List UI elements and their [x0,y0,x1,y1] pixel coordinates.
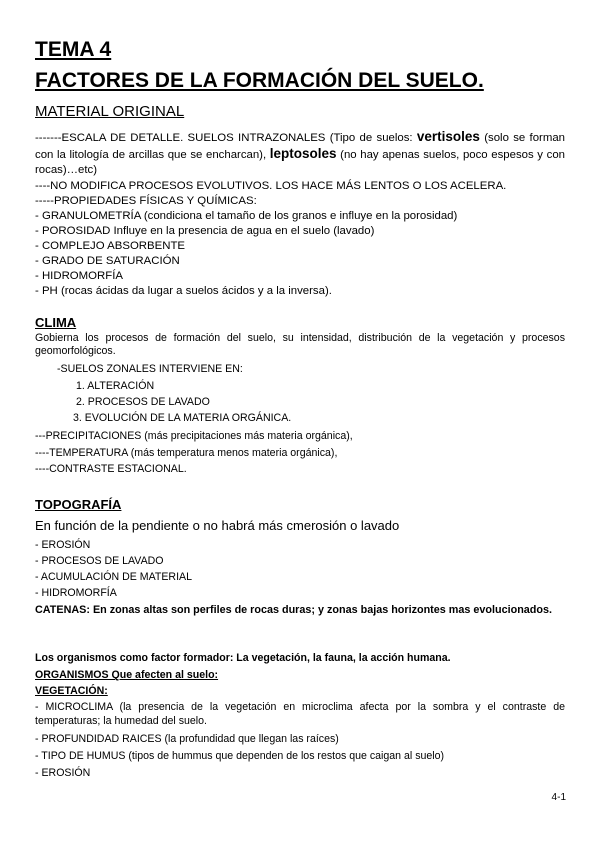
vertisoles-term: vertisoles [416,129,480,144]
clima-zonales: -SUELOS ZONALES INTERVIENE EN: [57,363,243,375]
vegetacion-item: - EROSIÓN [35,767,91,779]
material-item: - PH (rocas ácidas da lugar a suelos ácidos y a la inversa). [35,285,332,297]
material-item: - GRANULOMETRÍA (condiciona el tamaño de los granos e influye en la porosidad) [35,210,458,222]
document-title: TEMA 4 [35,38,112,61]
topografia-item: - PROCESOS DE LAVADO [35,555,164,567]
topografia-heading: TOPOGRAFÍA [35,497,122,512]
material-item: - GRADO DE SATURACIÓN [35,255,180,267]
vegetacion-item: - TIPO DE HUMUS (tipos de hummus que dependen de los restos que caigan al suelo) [35,750,445,762]
vegetacion-item: - PROFUNDIDAD RAICES (la profundidad que llegan las raíces) [35,733,339,745]
page-number: 4-1 [551,792,566,803]
topografia-item: - HIDROMORFÍA [35,587,117,599]
clima-list-item: 2. PROCESOS DE LAVADO [76,396,210,408]
catenas-note: CATENAS: En zonas altas son perfiles de rocas duras; y zonas bajas horizontes mas evolucionados. [35,604,552,616]
material-item: - COMPLEJO ABSORBENTE [35,240,186,252]
material-item: - POROSIDAD Influye en la presencia de agua en el suelo (lavado) [35,225,375,237]
material-text-e: (no hay apenas suelos, poco espesos y con rocas)…etc) [35,149,565,176]
material-paragraph [35,129,565,178]
topografia-item: - EROSIÓN [35,539,91,551]
vegetacion-heading: VEGETACIÓN: [35,685,108,697]
material-text-c: (solo se forman con la litología de arcillas que se encharcan), [35,132,565,161]
topografia-item: - ACUMULACIÓN DE MATERIAL [35,571,192,583]
document-subtitle: FACTORES DE LA FORMACIÓN DEL SUELO. [35,69,484,92]
leptosoles-term: leptosoles [269,146,337,161]
material-item: - HIDROMORFÍA [35,270,123,282]
microclima-item: - MICROCLIMA (la presencia de la vegetación en microclima afecta por la sombra y el contraste de temperaturas; la humedad del suelo. [35,701,565,727]
clima-item: ----TEMPERATURA (más temperatura menos materia orgánica), [35,447,338,459]
material-text-a: -------ESCALA DE DETALLE. SUELOS INTRAZONALES (Tipo de suelos: [35,132,417,144]
material-line-2: ----NO MODIFICA PROCESOS EVOLUTIVOS. LOS HACE MÁS LENTOS O LOS ACELERA. [35,180,507,192]
clima-heading: CLIMA [35,315,77,330]
clima-list-item: 1. ALTERACIÓN [76,380,155,392]
material-heading: MATERIAL ORIGINAL [35,103,185,120]
material-line-3: -----PROPIEDADES FÍSICAS Y QUÍMICAS: [35,195,257,207]
clima-item: ---PRECIPITACIONES (más precipitaciones más materia orgánica), [35,430,353,442]
topografia-intro: En función de la pendiente o no habrá más cmerosión o lavado [35,518,400,533]
clima-list-item: 3. EVOLUCIÓN DE LA MATERIA ORGÁNICA. [73,412,292,424]
organismos-intro: Los organismos como factor formador: La vegetación, la fauna, la acción humana. [35,652,451,664]
organismos-heading: ORGANISMOS Que afecten al suelo: [35,669,219,681]
clima-intro: Gobierna los procesos de formación del suelo, su intensidad, distribución de la vegetación y procesos geomorfológicos. [35,332,565,357]
clima-item: ----CONTRASTE ESTACIONAL. [35,463,187,475]
